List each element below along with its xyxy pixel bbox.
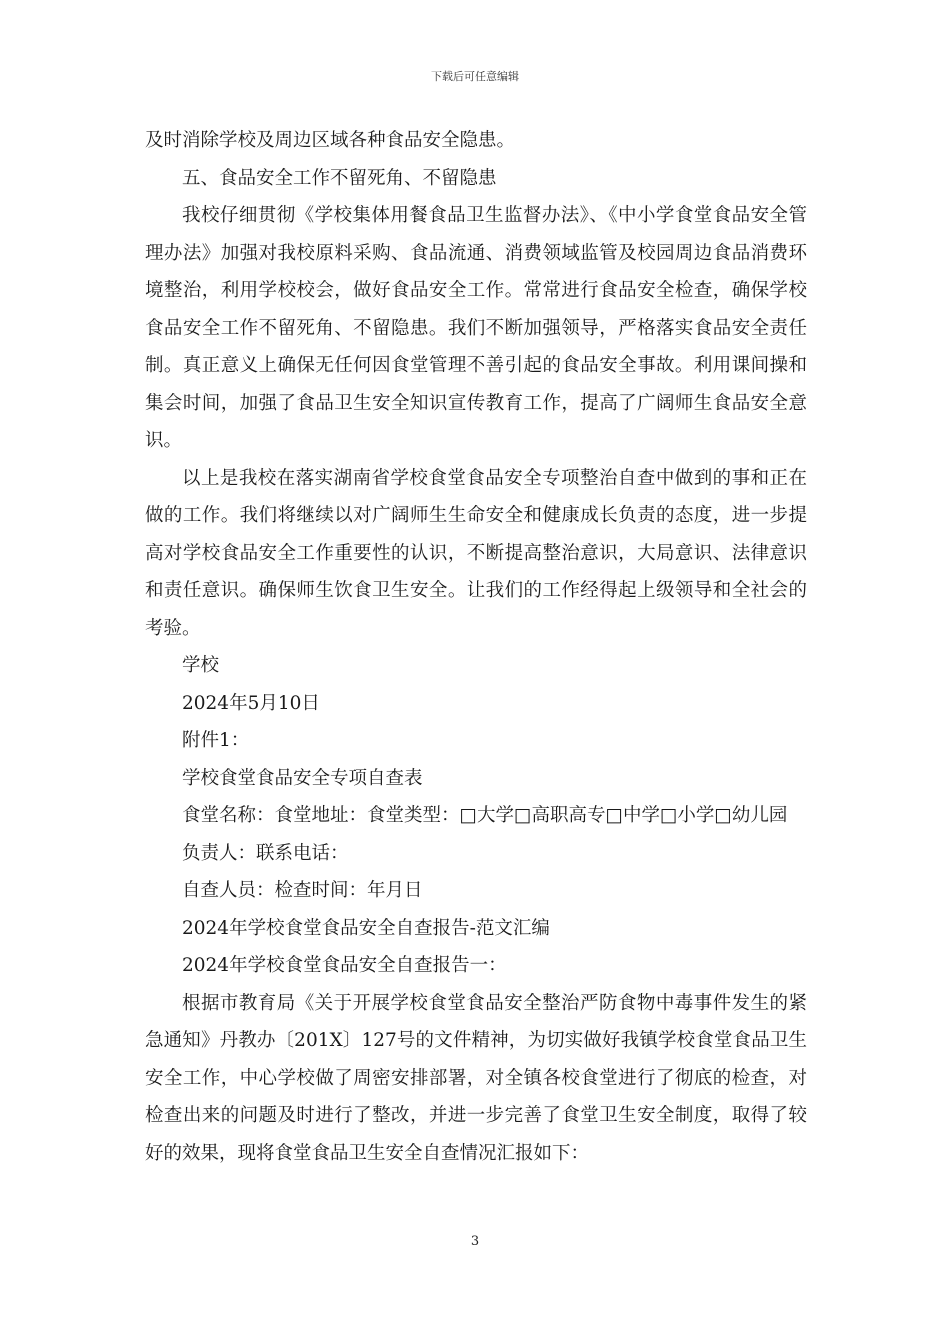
paragraph: 2024年学校食堂食品安全自查报告-范文汇编 <box>182 917 550 939</box>
paragraph: 我校仔细贯彻《学校集体用餐食品卫生监督办法》、《中小学食堂食品安全管理办法》加强对我校原料采购、食品流通、消费领域监管及校园周边食品消费环境整治，利用学校校会，做好食品安全工作。常常进行食品安全检查，确保学校食品安全工作不留死角、不留隐患。我们不断加强领导，严格落实食品安全责任制。真正意义上确保无任何因食堂管理不善引起的食品安全事故。利用课间操和集会时间，加强了食品卫生安全知识宣传教育工作，提高了广阔师生食品安全意识。 <box>145 205 807 451</box>
paragraph: 2024年学校食堂食品安全自查报告一： <box>182 955 507 976</box>
paragraph: 学校 <box>182 655 220 676</box>
page-header: 下载后可任意编辑 <box>431 70 519 83</box>
page-number: 3 <box>470 1234 480 1249</box>
paragraph: 以上是我校在落实湖南省学校食堂食品安全专项整治自查中做到的事和正在做的工作。我们将继续以对广阔师生生命安全和健康成长负责的态度，进一步提高对学校食品安全工作重要性的认识，不断提高整治意识，大局意识、法律意识和责任意识。确保师生饮食卫生安全。让我们的工作经得起上级领导和全社会的考验。 <box>145 467 807 639</box>
paragraph: 附件1： <box>182 730 250 751</box>
paragraph: 五、食品安全工作不留死角、不留隐患 <box>182 167 497 189</box>
paragraph: 学校食堂食品安全专项自查表 <box>182 767 423 789</box>
paragraph: 及时消除学校及周边区域各种食品安全隐患。 <box>145 130 516 151</box>
document-body <box>145 122 807 1172</box>
paragraph: 根据市教育局《关于开展学校食堂食品安全整治严防食物中毒事件发生的紧急通知》丹教办〔201X〕127号的文件精神，为切实做好我镇学校食堂食品卫生安全工作，中心学校做了周密安排部署，对全镇各校食堂进行了彻底的检查，对检查出来的问题及时进行了整改，并进一步完善了食堂卫生安全制度，取得了较好的效果，现将食堂食品卫生安全自查情况汇报如下： <box>145 992 807 1164</box>
paragraph: 自查人员：检查时间：年月日 <box>182 880 423 901</box>
paragraph: 2024年5月10日 <box>182 692 320 714</box>
paragraph: 食堂名称：食堂地址：食堂类型：□大学□高职高专□中学□小学□幼儿园 <box>182 805 788 826</box>
paragraph: 负责人：联系电话： <box>182 842 349 864</box>
